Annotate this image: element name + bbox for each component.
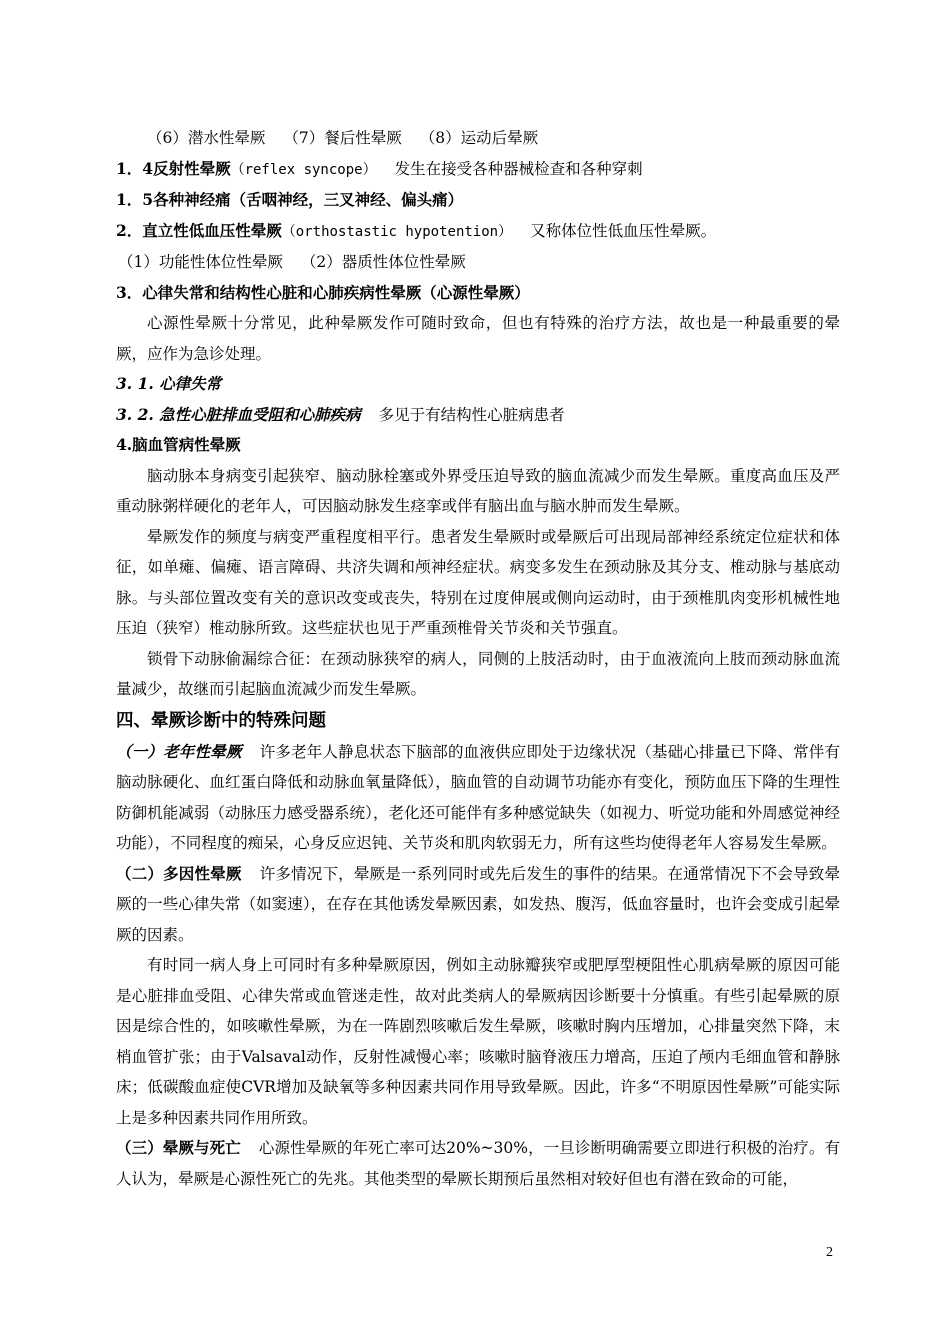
- subsection-multifactor-body: 许多情况下，晕厥是一系列同时或先后发生的事件的结果。在通常情况下不会导致晕厥的一些心律失常（如窦速），在存在其他诱发晕厥因素，如发热、腹泻，低血容量时，也许会变成引起晕厥的因素。: [116, 864, 840, 944]
- heading-3-2-desc: 多见于有结构性心脏病患者: [378, 405, 565, 424]
- paragraph-elderly-syncope: [116, 737, 840, 859]
- paragraph-subclavian-steal: 锁骨下动脉偷漏综合征：在颈动脉狭窄的病人，同侧的上肢活动时，由于血液流向上肢而颈动脉血流量减少，故继而引起脑血流减少而发生晕厥。: [116, 649, 840, 698]
- subsection-multifactor-heading: （二）多因性晕厥: [116, 863, 242, 883]
- subtype-6: （6）潜水性晕厥: [147, 129, 266, 147]
- heading-4: 4.脑血管病性晕厥: [116, 435, 241, 454]
- heading-1-5: 1．5各种神经痛（舌咽神经，三叉神经、偏头痛）: [116, 190, 464, 209]
- paragraph-multifactor-syncope: [116, 859, 840, 951]
- subtype-8: （8）运动后晕厥: [419, 129, 539, 147]
- reflex-syncope-desc: 发生在接受各种器械检查和各种穿刺: [394, 159, 643, 178]
- heading-3-1: 3. 1. 心律失常: [116, 374, 222, 393]
- heading-1-4: 1．4反射性晕厥: [116, 158, 231, 178]
- page-number: 2: [826, 1245, 833, 1260]
- subsection-death-body: 心源性晕厥的年死亡率可达20%~30%，一旦诊断明确需要立即进行积极的治疗。有人认为，晕厥是心源性死亡的先兆。其他类型的晕厥长期预后虽然相对较好但也有潜在致命的可能，: [116, 1139, 840, 1188]
- paragraph-cerebral-2: 晕厥发作的频度与病变严重程度相平行。患者发生晕厥时或晕厥后可出现局部神经系统定位症状和体征，如单瘫、偏瘫、语言障碍、共济失调和颅神经症状。病变多发生在颈动脉及其分支、椎动脉与基底动脉。与头部位置改变有关的意识改变或丧失，特别在过度伸展或侧向运动时，由于颈椎肌肉变形机械性地压迫（狭窄）椎动脉所致。这些症状也见于严重颈椎骨关节炎和关节强直。: [116, 527, 840, 637]
- heading-3-2-line: [116, 400, 840, 431]
- reflex-syncope-english: （reflex syncope）: [230, 161, 377, 178]
- orthostatic-line: [116, 216, 840, 248]
- heading-2: 2．直立性低血压性晕厥: [116, 220, 282, 240]
- document-body: [116, 123, 840, 1194]
- reflex-syncope-line: [116, 154, 840, 186]
- heading-3: 3．心律失常和结构性心脏和心肺疾病性晕厥（心源性晕厥）: [116, 282, 530, 302]
- orthostatic-english: （orthostastic hypotention）: [281, 223, 513, 240]
- paragraph-syncope-death: [116, 1133, 840, 1194]
- syncope-subtypes-line: [116, 123, 840, 154]
- subsection-elderly-body: 许多老年人静息状态下脑部的血液供应即处于边缘状况（基础心排量已下降、常伴有脑动脉硬化、血红蛋白降低和动脉血氧量降低），脑血管的自动调节功能亦有变化，预防血压下降的生理性防御机能减弱（动脉压力感受器系统），老化还可能伴有多种感觉缺失（如视力、听觉功能和外周感觉神经功能），不同程度的痴呆，心身反应迟钝、关节炎和肌肉软弱无力，所有这些均使得老年人容易发生晕厥。: [116, 742, 840, 852]
- orthostatic-subtype-1: （1）功能性体位性晕厥: [118, 253, 283, 271]
- heading-3-2: 3. 2. 急性心脏排血受阻和心肺疾病: [116, 404, 361, 424]
- subsection-elderly-heading: （一）老年性晕厥: [116, 741, 242, 761]
- subtype-7: （7）餐后性晕厥: [283, 129, 402, 147]
- subsection-death-heading: （三）晕厥与死亡: [116, 1138, 241, 1157]
- paragraph-multiple-causes: 有时同一病人身上可同时有多种晕厥原因，例如主动脉瓣狭窄或肥厚型梗阻性心肌病晕厥的原因可能是心脏排血受阻、心律失常或血管迷走性，故对此类病人的晕厥病因诊断要十分慎重。有些引起晕厥的原因是综合性的，如咳嗽性晕厥，为在一阵剧烈咳嗽后发生晕厥，咳嗽时胸内压增加，心排量突然下降，末梢血管扩张；由于Valsaval动作，反射性减慢心率；咳嗽时脑脊液压力增高，压迫了颅内毛细血管和静脉床；低碳酸血症使CVR增加及缺氧等多种因素共同作用导致晕厥。因此，许多“不明原因性晕厥”可能实际上是多种因素共同作用所致。: [116, 956, 840, 1127]
- paragraph-cerebral-1: 脑动脉本身病变引起狭窄、脑动脉栓塞或外界受压迫导致的脑血流减少而发生晕厥。重度高血压及严重动脉粥样硬化的老年人，可因脑动脉发生痉挛或伴有脑出血与脑水肿而发生晕厥。: [116, 466, 840, 515]
- orthostatic-subtype-2: （2）器质性体位性晕厥: [300, 253, 466, 271]
- orthostatic-desc: 又称体位性低血压性晕厥。: [530, 221, 717, 240]
- section-heading-four: 四、晕厥诊断中的特殊问题: [116, 710, 326, 731]
- paragraph-cardiac-syncope: 心源性晕厥十分常见，此种晕厥发作可随时致命，但也有特殊的治疗方法，故也是一种最重要的晕厥，应作为急诊处理。: [116, 314, 840, 363]
- orthostatic-subtypes-line: [116, 247, 840, 278]
